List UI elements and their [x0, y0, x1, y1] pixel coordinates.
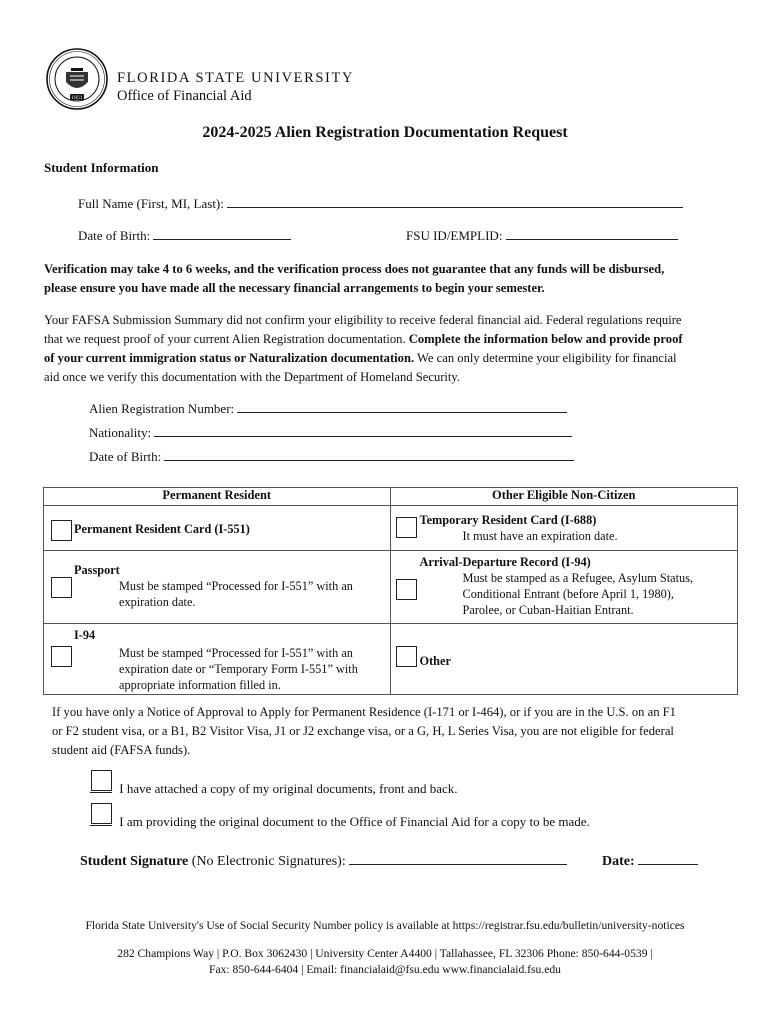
fsu-id-row	[406, 228, 678, 244]
attest-attached-row	[90, 770, 458, 797]
signature-row	[80, 852, 567, 870]
signature-label: Student Signature	[80, 854, 189, 869]
status-table	[43, 487, 738, 695]
nationality-field[interactable]	[154, 425, 572, 437]
intro-line: aid once we verify this documentation with the Department of Homeland Security.	[44, 370, 461, 384]
cell-i94	[44, 624, 391, 695]
nationality-label: Nationality:	[89, 425, 152, 440]
dob-row	[78, 228, 291, 244]
col-header-other: Other Eligible Non-Citizen	[390, 488, 737, 506]
i94-label: I-94	[74, 628, 96, 642]
nationality-row	[89, 425, 572, 441]
cell-other	[390, 624, 737, 695]
verification-warning	[44, 260, 734, 298]
university-name: FLORIDA STATE UNIVERSITY	[117, 70, 355, 86]
student-info-heading: Student Information	[44, 160, 159, 175]
dob-label: Date of Birth:	[78, 228, 151, 243]
contact-line: Fax: 850-644-6404 | Email: financialaid@fsu.edu www.financialaid.fsu.edu	[209, 963, 561, 976]
cell-ard	[390, 551, 737, 624]
passport-note: Must be stamped “Processed for I-551” with an	[119, 579, 353, 593]
ard-label: Arrival-Departure Record (I-94)	[419, 555, 591, 569]
ard-note: Conditional Entrant (before April 1, 1980),	[462, 587, 674, 601]
trc-checkbox[interactable]	[396, 517, 417, 538]
prc-label: Permanent Resident Card (I-551)	[74, 522, 250, 536]
ineligible-paragraph	[52, 703, 742, 760]
ineligible-line: or F2 student visa, or a B1, B2 Visitor Visa, J1 or J2 exchange visa, or a G, H, L Series Visa, you are not eligible for federal	[52, 724, 674, 738]
ineligible-line: student aid (FAFSA funds).	[52, 743, 191, 757]
full-name-row	[78, 196, 683, 212]
passport-label: Passport	[74, 563, 120, 577]
cell-trc	[390, 506, 737, 551]
fsu-id-field[interactable]	[506, 228, 678, 240]
cell-prc	[44, 506, 391, 551]
i94-note: Must be stamped “Processed for I-551” with an	[119, 646, 353, 660]
attest-attached-label: I have attached a copy of my original documents, front and back.	[119, 781, 458, 796]
address-line: 282 Champions Way | P.O. Box 3062430 | University Center A4400 | Tallahassee, FL 32306 Phone: 850-644-0539 |	[117, 947, 653, 960]
ard-note: Parolee, or Cuban-Haitian Entrant.	[462, 603, 634, 617]
full-name-label: Full Name (First, MI, Last):	[78, 196, 224, 211]
i94-note: expiration date or “Temporary Form I-551” with	[119, 662, 358, 676]
passport-note: expiration date.	[119, 595, 196, 609]
prc-checkbox[interactable]	[51, 520, 72, 541]
signature-note: (No Electronic Signatures):	[188, 854, 346, 869]
intro-line: that we request proof of your current Alien Registration documentation. Complete the information below and provide proof	[44, 332, 683, 346]
cell-passport	[44, 551, 391, 624]
warning-line: Verification may take 4 to 6 weeks, and the verification process does not guarantee that any funds will be disbursed,	[44, 262, 665, 276]
attest-attached-checkbox[interactable]	[91, 770, 112, 791]
other-label: Other	[419, 654, 451, 668]
signature-field[interactable]	[349, 852, 567, 865]
trc-label: Temporary Resident Card (I-688)	[419, 513, 597, 527]
intro-line: Your FAFSA Submission Summary did not confirm your eligibility to receive federal financial aid. Federal regulations require	[44, 313, 682, 327]
page-title: 2024-2025 Alien Registration Documentation Request	[202, 124, 568, 141]
i94-checkbox[interactable]	[51, 646, 72, 667]
warning-line: please ensure you have made all the necessary financial arrangements to begin your semester.	[44, 281, 545, 295]
date-field[interactable]	[638, 852, 698, 865]
alien-reg-row	[89, 401, 567, 417]
office-name: Office of Financial Aid	[117, 88, 252, 104]
intro-line: of your current immigration status or Naturalization documentation. We can only determine your eligibility for financial	[44, 351, 677, 365]
passport-checkbox[interactable]	[51, 577, 72, 598]
i94-note: appropriate information filled in.	[119, 678, 281, 692]
fsu-id-label: FSU ID/EMPLID:	[406, 228, 503, 243]
ard-note: Must be stamped as a Refugee, Asylum Status,	[462, 571, 694, 585]
col-header-permanent: Permanent Resident	[44, 488, 391, 506]
attest-providing-checkbox[interactable]	[91, 803, 112, 824]
alien-dob-field[interactable]	[164, 449, 574, 461]
attest-providing-row	[90, 803, 590, 830]
intro-paragraph	[44, 311, 734, 387]
attest-providing-label: I am providing the original document to the Office of Financial Aid for a copy to be made.	[119, 814, 590, 829]
other-checkbox[interactable]	[396, 646, 417, 667]
university-seal-logo	[46, 48, 108, 110]
alien-dob-label: Date of Birth:	[89, 449, 162, 464]
ineligible-line: If you have only a Notice of Approval to Apply for Permanent Residence (I-171 or I-464), or if you are in the U.S. on an F1	[52, 705, 676, 719]
ssn-policy: Florida State University's Use of Social Security Number policy is available at https://registrar.fsu.edu/bulletin/university-notices	[85, 919, 685, 932]
alien-reg-label: Alien Registration Number:	[89, 401, 235, 416]
trc-note: It must have an expiration date.	[462, 529, 618, 543]
alien-reg-field[interactable]	[237, 401, 567, 413]
seal-year: 1851	[71, 96, 83, 101]
dob-field[interactable]	[153, 228, 291, 240]
alien-dob-row	[89, 449, 574, 465]
date-label: Date:	[602, 854, 635, 869]
date-row	[602, 852, 698, 870]
full-name-field[interactable]	[227, 196, 683, 208]
ard-checkbox[interactable]	[396, 579, 417, 600]
